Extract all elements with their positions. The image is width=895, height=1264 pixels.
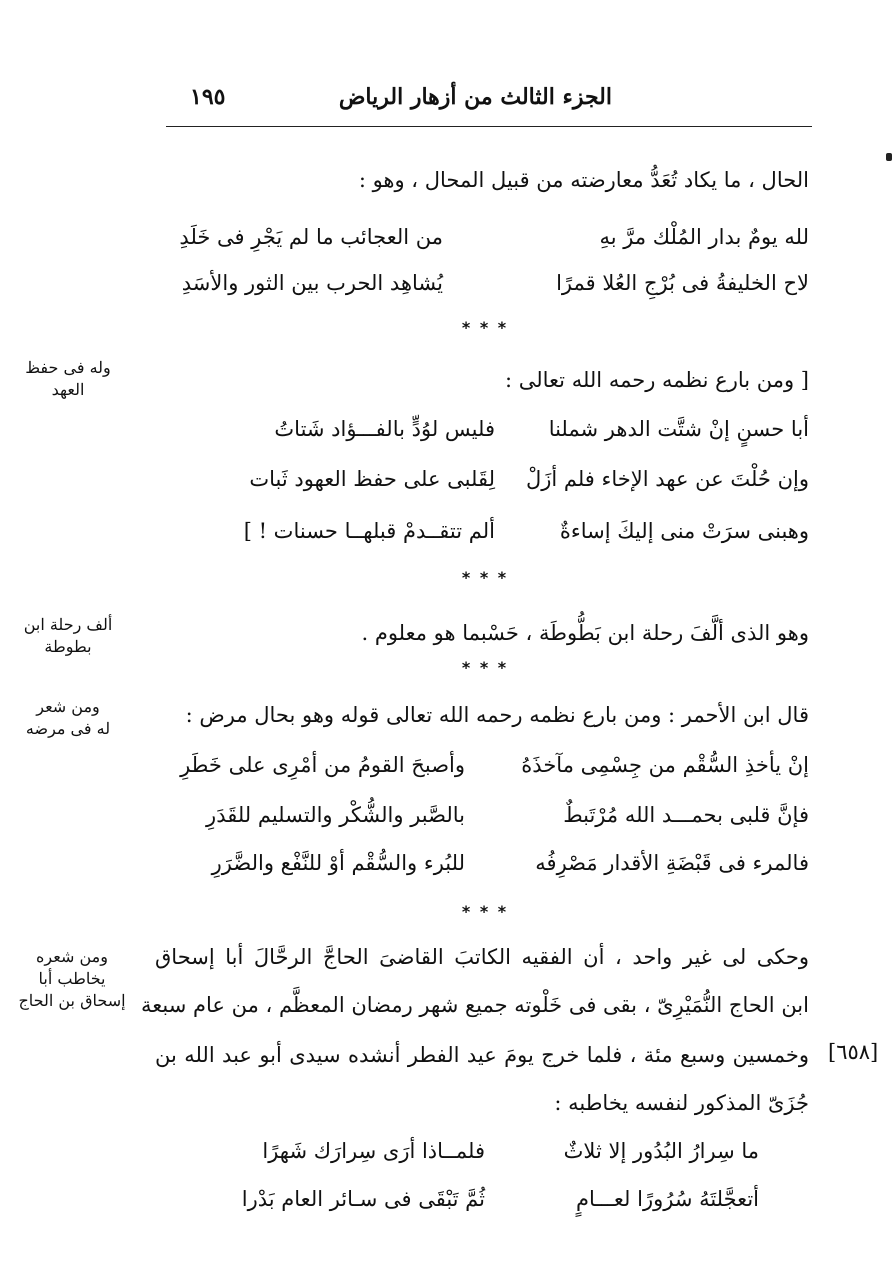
verse-hemistich-left: من العجائب ما لم يَجْرِ فى خَلَدِ bbox=[179, 225, 443, 249]
verse-hemistich-left: يُشاهِد الحرب بين الثور والأسَدِ bbox=[181, 271, 443, 295]
margin-note bbox=[18, 357, 118, 401]
paragraph-line: الحال ، ما يكاد تُعَدُّ معارضته من قبيل المحال ، وهو : bbox=[358, 168, 809, 192]
verse-hemistich-right: لاح الخليفةُ فى بُرْجِ العُلا قمرًا bbox=[556, 271, 809, 295]
verse-line bbox=[0, 414, 895, 444]
verse-line bbox=[0, 222, 895, 252]
paragraph-line: وخمسين وسبع مئة ، فلما خرج يومَ عيد الفطر أنشده سيدى أبو عبد الله بن bbox=[155, 1043, 809, 1067]
verse-hemistich-left: بالصَّبر والشُّكْر والتسليم للقَدَرِ bbox=[206, 803, 465, 827]
verse-line bbox=[0, 800, 895, 830]
section-separator: * * * bbox=[461, 568, 509, 587]
section-separator: * * * bbox=[461, 902, 509, 921]
page-header bbox=[166, 82, 812, 122]
margin-note bbox=[18, 696, 118, 740]
verse-hemistich-left: للبُرء والسُّقْم أوْ للنَّفْع والضَّرَرِ bbox=[211, 851, 465, 875]
margin-note-line: له فى مرضه bbox=[25, 719, 111, 738]
verse-line bbox=[0, 750, 895, 780]
page-number: ١٩٥ bbox=[190, 84, 226, 110]
paragraph-line: وحكى لى غير واحد ، أن الفقيه الكاتبَ القاضىَ الحاجَّ الرحَّالَ أبا إسحاق bbox=[155, 945, 809, 969]
verse-line bbox=[0, 516, 895, 546]
verse-hemistich-left: فلمــاذا أرَى سِرارَك شَهرًا bbox=[262, 1139, 485, 1163]
verse-line bbox=[0, 268, 895, 298]
verse-hemistich-left: وأصبحَ القومُ من أمْرِى على خَطَرِ bbox=[180, 753, 465, 777]
margin-note-line: ومن شعر bbox=[36, 697, 100, 716]
paragraph-line: [ ومن بارع نظمه رحمه الله تعالى : bbox=[505, 368, 809, 392]
margin-note bbox=[18, 614, 118, 658]
verse-hemistich-right: فإنَّ قلبى بحمـــد الله مُرْتَبطٌ bbox=[563, 803, 809, 827]
verse-line bbox=[0, 848, 895, 878]
paragraph-line: جُزَىّ المذكور لنفسه يخاطبه : bbox=[554, 1091, 809, 1115]
verse-hemistich-right: إنْ يأخذِ السُّقْم من جِسْمِى مآخذَهُ bbox=[521, 753, 809, 777]
verse-hemistich-right: لله يومٌ بدار المُلْك مرَّ بهِ bbox=[599, 225, 809, 249]
paragraph-line: قال ابن الأحمر : ومن بارع نظمه رحمه الله تعالى قوله وهو بحال مرض : bbox=[185, 703, 809, 727]
verse-line bbox=[0, 464, 895, 494]
running-title: الجزء الثالث من أزهار الرياض bbox=[338, 84, 612, 110]
header-rule bbox=[166, 126, 812, 127]
margin-note-line: يخاطب أبا bbox=[38, 969, 106, 988]
verse-hemistich-left: ألم تتقــدمْ قبلهــا حسنات ! ] bbox=[243, 519, 495, 543]
verse-hemistich-right: فالمرء فى قَبْضَةِ الأقدار مَصْرِفُه bbox=[535, 851, 809, 875]
margin-note-line: ومن شعره bbox=[36, 947, 108, 966]
verse-line bbox=[0, 1136, 895, 1166]
margin-note bbox=[10, 946, 134, 1012]
verse-hemistich-right: وإن حُلْتَ عن عهد الإخاء فلم أزَلْ bbox=[525, 467, 809, 491]
verse-hemistich-left: فليس لوُدٍّ بالفـــؤاد شَتاتُ bbox=[274, 417, 495, 441]
verse-hemistich-left: ثُمَّ تَبْقَى فى سـائر العام بَدْرا bbox=[241, 1187, 485, 1211]
paragraph-line: وهو الذى ألَّفَ رحلة ابن بَطُّوطَة ، حَسْبما هو معلوم . bbox=[361, 621, 809, 645]
verse-line bbox=[0, 1184, 895, 1214]
verse-hemistich-right: وهبنى سرَتْ منى إليكَ إساءةٌ bbox=[559, 519, 809, 543]
paragraph-line: ابن الحاج النُّمَيْرِىّ ، بقى فى خَلْوته جميع شهر رمضان المعظَّم ، من عام سبعة bbox=[140, 993, 809, 1017]
page-edge-mark bbox=[886, 153, 892, 161]
margin-note-line: إسحاق بن الحاج bbox=[18, 991, 126, 1010]
verse-hemistich-left: لِقَلبى على حفظ العهود ثَبات bbox=[249, 467, 495, 491]
verse-hemistich-right: أبا حسنٍ إنْ شتَّت الدهر شملنا bbox=[548, 417, 809, 441]
verse-hemistich-right: ما سِرارُ البُدُور إلا ثلاثٌ bbox=[563, 1139, 759, 1163]
margin-note-line: ألف رحلة ابن bbox=[23, 615, 113, 634]
section-separator: * * * bbox=[461, 318, 509, 337]
margin-note-line: بطوطة bbox=[44, 637, 92, 656]
margin-note-line: العهد bbox=[51, 380, 85, 399]
margin-note-line: وله فى حفظ bbox=[25, 358, 111, 377]
section-separator: * * * bbox=[461, 658, 509, 677]
verse-hemistich-right: أتعجَّلتَهُ سُرُورًا لعـــامٍ bbox=[576, 1187, 759, 1211]
folio-reference: [٦٥٨] bbox=[828, 1040, 879, 1064]
